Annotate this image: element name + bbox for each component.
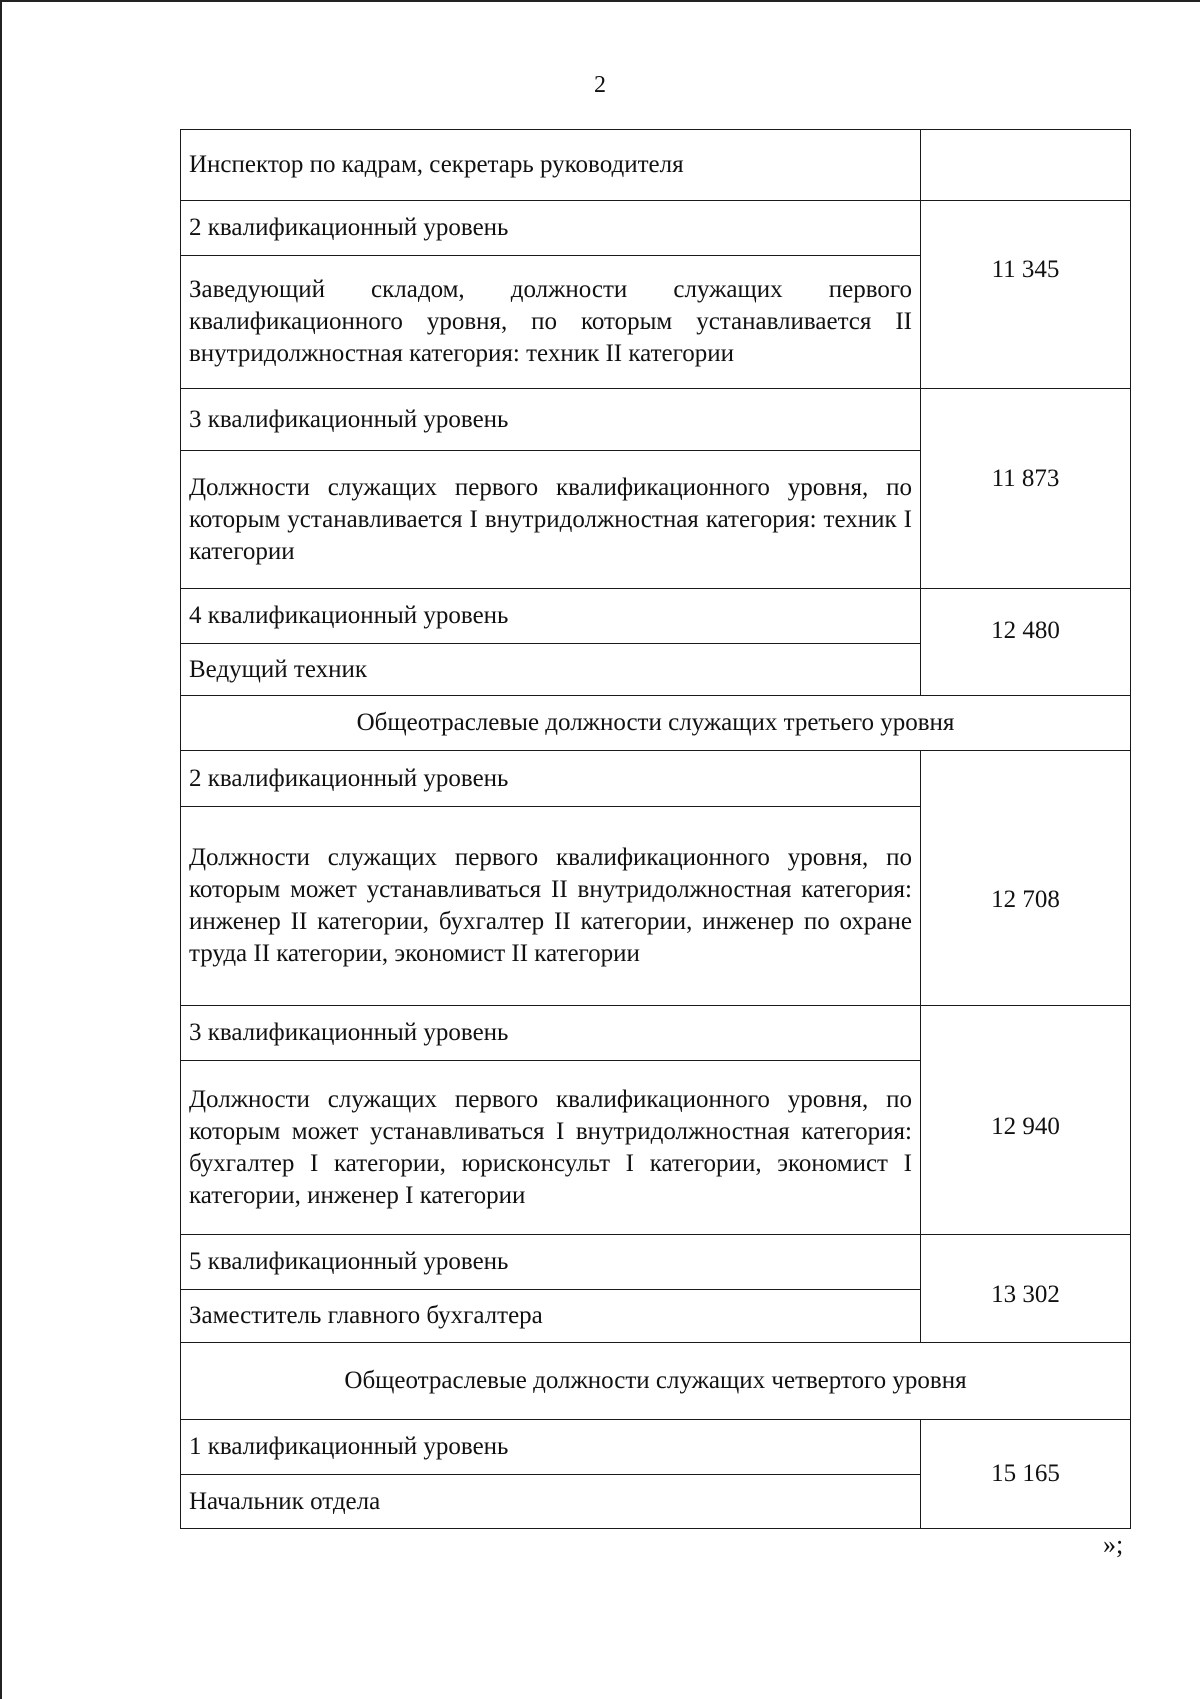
level-cell: 2 квалификационный уровень bbox=[181, 201, 921, 256]
value-cell bbox=[921, 130, 1131, 201]
level-cell: 1 квалификационный уровень bbox=[181, 1420, 921, 1475]
table-row bbox=[181, 1235, 1131, 1290]
salary-value: 11 345 bbox=[921, 201, 1131, 389]
description-cell: Заведующий складом, должности служащих первого квалификационного уровня, по которым устанавливается II внутридолжностная категория: техник II категории bbox=[181, 256, 921, 389]
salary-value: 12 708 bbox=[921, 751, 1131, 1006]
closing-quote-mark: »; bbox=[1103, 1530, 1124, 1559]
level-cell: 5 квалификационный уровень bbox=[181, 1235, 921, 1290]
description-cell: Начальник отдела bbox=[181, 1475, 921, 1529]
section-heading: Общеотраслевые должности служащих четвертого уровня bbox=[181, 1343, 1131, 1420]
table-row bbox=[181, 130, 1131, 201]
table-row bbox=[181, 1420, 1131, 1475]
position-cell: Инспектор по кадрам, секретарь руководителя bbox=[181, 130, 921, 201]
table-row bbox=[181, 589, 1131, 644]
table-row bbox=[181, 1343, 1131, 1420]
section-heading: Общеотраслевые должности служащих третьего уровня bbox=[181, 696, 1131, 751]
salary-value: 11 873 bbox=[921, 389, 1131, 589]
description-cell: Ведущий техник bbox=[181, 644, 921, 696]
page-number: 2 bbox=[594, 72, 606, 98]
scan-edge-top bbox=[0, 0, 1200, 2]
table-row bbox=[181, 696, 1131, 751]
salary-value: 15 165 bbox=[921, 1420, 1131, 1529]
table-row bbox=[181, 751, 1131, 807]
description-cell: Заместитель главного бухгалтера bbox=[181, 1290, 921, 1343]
table-row bbox=[181, 1006, 1131, 1061]
level-cell: 3 квалификационный уровень bbox=[181, 389, 921, 451]
level-cell: 4 квалификационный уровень bbox=[181, 589, 921, 644]
description-cell: Должности служащих первого квалификационного уровня, по которым устанавливается I внутридолжностная категория: техник I категории bbox=[181, 451, 921, 589]
salary-value: 13 302 bbox=[921, 1235, 1131, 1343]
scan-edge-left bbox=[0, 0, 2, 1699]
description-cell: Должности служащих первого квалификационного уровня, по которым может устанавливаться I внутридолжностная категория: бухгалтер I категории, юрисконсульт I категории, экономист I категории, инженер I категории bbox=[181, 1061, 921, 1235]
table-row bbox=[181, 389, 1131, 451]
salary-table bbox=[180, 129, 1131, 1529]
level-cell: 2 квалификационный уровень bbox=[181, 751, 921, 807]
table-row bbox=[181, 201, 1131, 256]
description-cell: Должности служащих первого квалификационного уровня, по которым может устанавливаться II внутридолжностная категория: инженер II категории, бухгалтер II категории, инженер по охране труда II категории, экономист II категории bbox=[181, 807, 921, 1006]
salary-value: 12 940 bbox=[921, 1006, 1131, 1235]
salary-value: 12 480 bbox=[921, 589, 1131, 696]
level-cell: 3 квалификационный уровень bbox=[181, 1006, 921, 1061]
